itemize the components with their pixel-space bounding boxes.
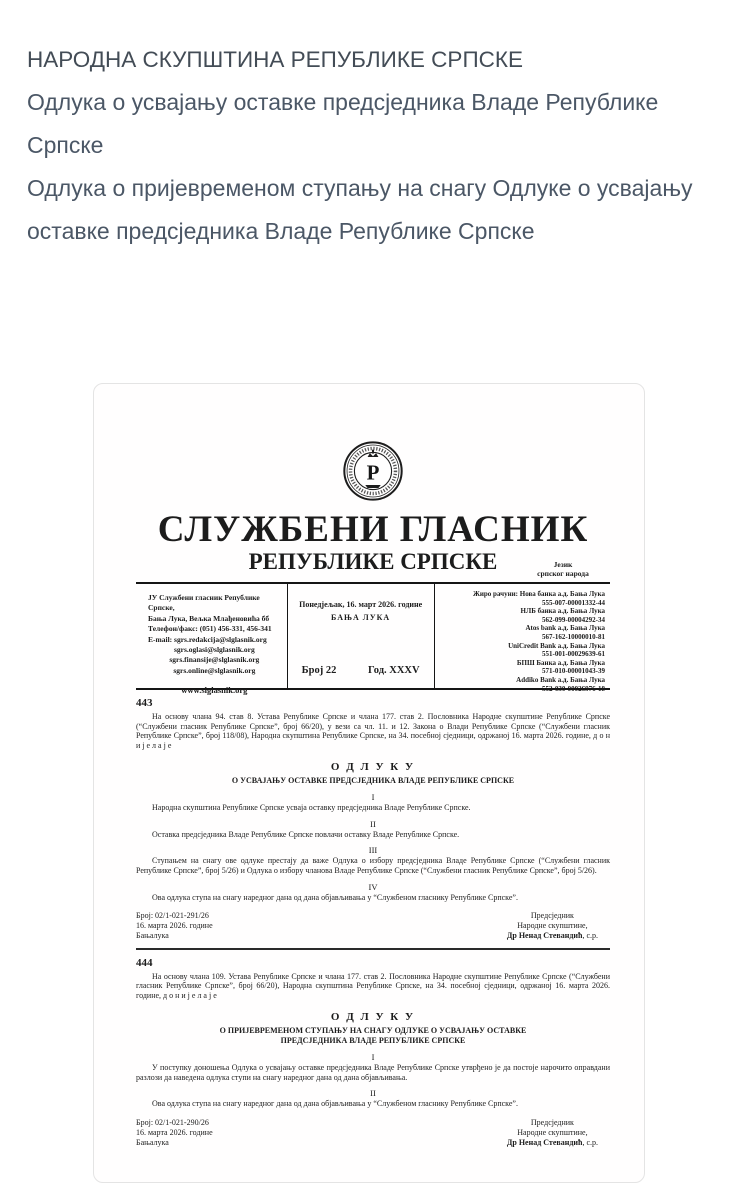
assembly-seal-icon bbox=[342, 440, 404, 502]
signoff-name-suffix: , с.р. bbox=[582, 930, 598, 940]
publisher-website: www.slglasnik.org bbox=[181, 685, 248, 696]
article-443 bbox=[136, 697, 610, 950]
account-line: 562-099-00004292-34 bbox=[542, 615, 605, 624]
publisher-line: E-mail: sgrs.redakcija@slglasnik.org bbox=[148, 634, 267, 644]
signoff-title1: Предсједник bbox=[530, 911, 574, 921]
language-note-line2: српског народа bbox=[537, 569, 589, 578]
gazette-document-preview[interactable] bbox=[93, 383, 645, 1183]
signoff-date: 16. марта 2026. године bbox=[136, 1127, 213, 1137]
section-numeral: II bbox=[370, 1088, 376, 1099]
account-line: НЛБ банка а.д. Бања Лука bbox=[520, 607, 605, 616]
signoff-name: Др Ненад Стевандић bbox=[506, 930, 583, 940]
publisher-line: ЈУ Службени гласник Републике Српске, bbox=[148, 593, 260, 613]
article-divider bbox=[136, 948, 610, 950]
publisher-line: sgrs.online@slglasnik.org bbox=[173, 665, 256, 675]
account-line: Жиро рачуни: Нова банка а.д. Бања Лука bbox=[472, 590, 605, 598]
issue-number-row bbox=[296, 665, 426, 676]
article-intro: На основу члана 109. Устава Републике Српске и члана 177. став 2. Пословника Народне скупштине Републике Српске (“Службени гласник Републике Српске”, број 66/20), Народна скупштина Републике Српске, на 34. посебној сједници, одржаној 16. марта 2026. године, д о н и ј е л а ј е bbox=[136, 971, 610, 1001]
article-number: 444 bbox=[136, 956, 153, 969]
language-note-line1: Језик bbox=[553, 560, 573, 569]
account-line: 555-007-00001332-44 bbox=[542, 598, 605, 607]
publisher-line: Телефон/факс: (051) 456-331, 456-341 bbox=[148, 624, 272, 634]
account-line: Addiko Bank а.д. Бања Лука bbox=[516, 675, 605, 684]
section-numeral: IV bbox=[368, 881, 378, 892]
publisher-line: sgrs.finansije@slglasnik.org bbox=[169, 655, 260, 665]
section-text: Народна скупштина Републике Српске усваја оставку предсједника Владе Републике Српске. bbox=[152, 802, 471, 812]
account-line: 552-030-00026976-18 bbox=[542, 684, 605, 693]
signoff-ref: Број: 02/1-021-290/26 bbox=[136, 1117, 209, 1127]
signoff-title1: Предсједник bbox=[530, 1117, 574, 1127]
signoff-date: 16. марта 2026. године bbox=[136, 921, 213, 931]
signoff-title2: Народне скупштине, bbox=[517, 1127, 588, 1137]
section-text: Ова одлука ступа на снагу наредног дана од дана објављивања у “Службеном гласнику Републике Српске”. bbox=[152, 1099, 518, 1109]
masthead-accounts bbox=[435, 584, 610, 693]
gazette-subtitle: РЕПУБЛИКЕ СРПСКЕ bbox=[248, 549, 498, 574]
gazette-scan bbox=[94, 384, 644, 1147]
language-note bbox=[518, 560, 608, 578]
masthead-publisher bbox=[136, 584, 288, 696]
section-text: Ова одлука ступа на снагу наредног дана од дана објављивања у “Службеном гласнику Републике Српске”. bbox=[152, 892, 518, 902]
article-intro: На основу члана 94. став 8. Устава Републике Српске и члана 177. став 2. Пословника Народне скупштине Републике Српске (“Службени гласник Републике Српске”, број 66/20), у вези са чл. 11. и 12. Закона о Влади Републике Српске (“Службени гласник Републике Српске”, број 118/08), Народна скупштина Републике Српске, на 34. посебној сједници, одржаној 16. марта 2026. године, д о н и ј е л а ј е bbox=[136, 712, 610, 751]
gazette-item-link-1[interactable]: Одлука о усвајању оставке предсједника Владе Републике Српске bbox=[27, 89, 659, 158]
signoff-title2: Народне скупштине, bbox=[517, 921, 588, 931]
signoff-name: Др Ненад Стевандић bbox=[506, 1137, 583, 1147]
signoff-place: Бањалука bbox=[136, 930, 169, 940]
issue-date: Понедјељак, 16. март 2026. године bbox=[299, 600, 423, 609]
section-text: Ступањем на снагу ове одлуке престају да важе Одлука о избору предсједника Владе Републике Српске (“Службени гласник Републике Српске”, број 5/26) и Одлука о избору чланова Владе Републике Српске (“Службени гласник Републике Српске”, број 5/26). bbox=[136, 856, 610, 875]
issue-year: Год. XXXV bbox=[368, 665, 420, 676]
publisher-line: Бања Лука, Вељка Млађеновића бб bbox=[148, 613, 270, 623]
page-header bbox=[27, 38, 703, 253]
publisher-line: sgrs.oglasi@slglasnik.org bbox=[173, 645, 255, 655]
section-text: У поступку доношења Одлука о усвајању оставке предсједника Владе Републике Српске утврђено је да постоје нарочито оправдани разлози да наведена одлука ступи на снагу наредног дана од дана објављивања. bbox=[136, 1062, 610, 1082]
seal-row bbox=[136, 440, 610, 507]
article-444 bbox=[136, 957, 610, 1148]
assembly-title: НАРОДНА СКУПШТИНА РЕПУБЛИКЕ СРПСКЕ bbox=[27, 47, 523, 72]
section-numeral: I bbox=[371, 1051, 375, 1062]
signoff-443 bbox=[136, 911, 610, 940]
section-numeral: I bbox=[371, 791, 375, 802]
account-line: 551-001-00029639-61 bbox=[542, 650, 605, 659]
decision-word: О Д Л У К У bbox=[330, 1010, 416, 1023]
signoff-name-suffix: , с.р. bbox=[582, 1137, 598, 1147]
signoff-name-line bbox=[507, 931, 598, 941]
gazette-item-link-2[interactable]: Одлука о пријевременом ступању на снагу Одлуке о усвајању оставке предсједника Владе Републике Српске bbox=[27, 175, 693, 244]
gazette-title: СЛУЖБЕНИ ГЛАСНИК bbox=[157, 509, 589, 550]
account-line: Atos bank а.д. Бања Лука bbox=[525, 624, 605, 633]
issue-city: БАЊА ЛУКА bbox=[331, 613, 391, 622]
account-line: БПШ Банка а.д. Бања Лука bbox=[516, 658, 605, 667]
signoff-right bbox=[507, 1118, 598, 1147]
signoff-444 bbox=[136, 1118, 610, 1147]
issue-number: Број 22 bbox=[301, 665, 337, 676]
gazette-subtitle-row bbox=[136, 550, 610, 576]
decision-subtitle: О УСВАЈАЊУ ОСТАВКЕ ПРЕДСЈЕДНИКА ВЛАДЕ РЕПУБЛИКЕ СРПСКЕ bbox=[231, 775, 515, 785]
article-number: 443 bbox=[136, 697, 153, 709]
account-line: 571-010-00001043-39 bbox=[542, 667, 605, 676]
account-line: 567-162-10000010-81 bbox=[542, 632, 605, 641]
masthead-issue bbox=[288, 584, 435, 688]
masthead-table bbox=[136, 582, 610, 696]
account-line: UniCredit Bank а.д. Бања Лука bbox=[508, 641, 605, 650]
signoff-name-line bbox=[507, 1138, 598, 1148]
signoff-left bbox=[136, 911, 213, 940]
section-numeral: III bbox=[368, 845, 378, 856]
decision-subtitle: О ПРИЈЕВРЕМЕНОМ СТУПАЊУ НА СНАГУ ОДЛУКЕ О УСВАЈАЊУ ОСТАВКЕ ПРЕДСЈЕДНИКА ВЛАДЕ РЕПУБЛИКЕ СРПСКЕ bbox=[219, 1025, 527, 1045]
section-text: Оставка предсједника Владе Републике Српске повлачи оставку Владе Републике Српске. bbox=[152, 829, 460, 839]
signoff-place: Бањалука bbox=[136, 1137, 169, 1147]
section-numeral: II bbox=[370, 818, 376, 829]
signoff-ref: Број: 02/1-021-291/26 bbox=[136, 911, 209, 921]
svg-text:Р: Р bbox=[366, 460, 380, 485]
signoff-right bbox=[507, 911, 598, 940]
decision-word: О Д Л У К У bbox=[330, 760, 416, 773]
signoff-left bbox=[136, 1118, 213, 1147]
